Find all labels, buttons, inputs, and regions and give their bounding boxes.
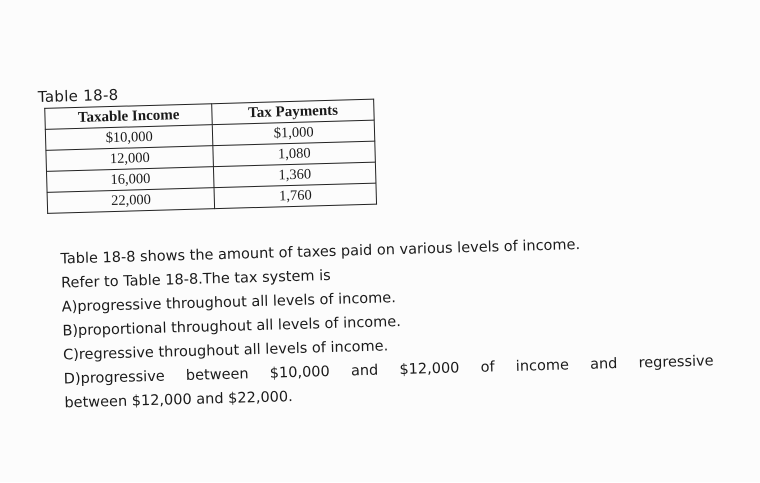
cell-income: $10,000 <box>45 125 213 151</box>
header-tax-payments: Tax Payments <box>212 99 374 125</box>
header-taxable-income: Taxable Income <box>45 104 213 130</box>
cell-tax: 1,360 <box>214 162 376 188</box>
cell-income: 16,000 <box>46 167 214 193</box>
option-b: B)proportional throughout all levels of income. <box>62 314 402 340</box>
tax-table <box>44 99 377 214</box>
option-d-word: D)progressive <box>63 368 165 388</box>
option-d-word: income <box>515 357 570 375</box>
option-a: A)progressive throughout all levels of income. <box>61 290 397 316</box>
cell-tax: 1,760 <box>214 183 376 209</box>
question-prompt: Refer to Table 18-8.The tax system is <box>60 267 331 292</box>
option-d-word: between <box>185 366 249 385</box>
cell-tax: 1,080 <box>213 141 375 167</box>
cell-tax: $1,000 <box>213 120 375 146</box>
cell-income: 12,000 <box>46 146 214 172</box>
question-block <box>60 229 714 415</box>
option-d-word: and <box>350 362 379 380</box>
option-d-word: $12,000 <box>399 360 460 379</box>
option-d-line-2: between $12,000 and $22,000. <box>64 389 293 412</box>
option-c: C)regressive throughout all levels of income. <box>62 338 389 364</box>
option-d-word: of <box>480 359 495 376</box>
cell-income: 22,000 <box>47 188 215 214</box>
table-caption: Table 18-8 <box>37 85 119 107</box>
question-intro: Table 18-8 shows the amount of taxes paid on various levels of income. <box>60 236 581 268</box>
option-d-word: regressive <box>638 353 714 372</box>
option-d-word: $10,000 <box>269 364 330 382</box>
option-d-word: and <box>589 355 618 373</box>
